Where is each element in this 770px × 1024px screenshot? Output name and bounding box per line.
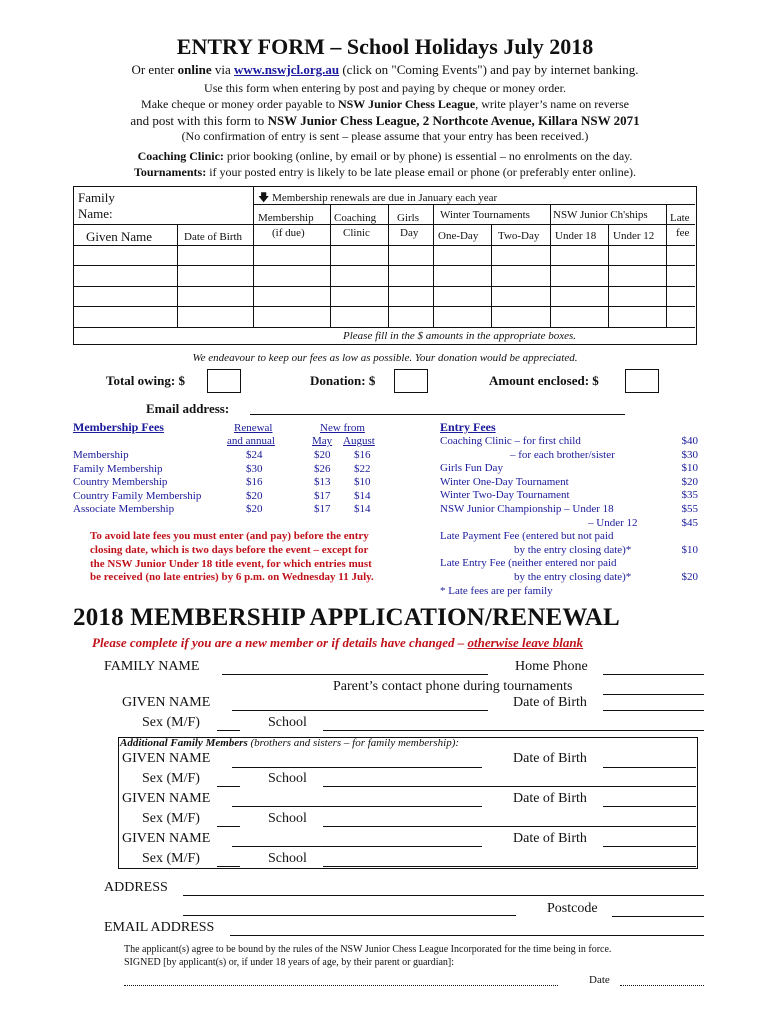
- email-address-label: Email address:: [146, 401, 230, 416]
- school-input[interactable]: [323, 786, 696, 787]
- list-item: Winter Two-Day Tournament $35: [440, 489, 698, 502]
- given-name-header: Given Name: [86, 229, 153, 244]
- late-fee-footnote: * Late fees are per family: [440, 584, 553, 597]
- winter-header: Winter Tournaments: [440, 209, 530, 221]
- school-label: School: [268, 771, 307, 786]
- cheque-line: Make cheque or money order payable to NSW Junior Chess League, write player’s name on reverse: [141, 97, 629, 111]
- school-input[interactable]: [323, 730, 704, 731]
- given-name-label: GIVEN NAME: [122, 831, 211, 846]
- list-item: by the entry closing date)* $10: [514, 543, 698, 556]
- sex-label: Sex (M/F): [142, 811, 200, 826]
- email-address-input[interactable]: [250, 414, 625, 415]
- list-item: – for each brother/sister $30: [510, 448, 698, 461]
- dob-input[interactable]: [603, 710, 704, 711]
- entry-fee-list: [440, 435, 698, 598]
- dob-input[interactable]: [603, 806, 696, 807]
- list-item: Country Family Membership: [73, 489, 202, 502]
- date-input[interactable]: [620, 985, 704, 986]
- dob-header: Date of Birth: [184, 231, 243, 243]
- coaching-header: Coaching: [334, 212, 377, 224]
- parent-phone-label: Parent’s contact phone during tournaments: [333, 679, 573, 694]
- email-input[interactable]: [230, 935, 704, 936]
- given-name-input[interactable]: [232, 710, 488, 711]
- renewals-note: 🡇 Membership renewals are due in January each year: [258, 192, 498, 204]
- entry-fees-title: Entry Fees: [440, 420, 496, 434]
- list-item: – Under 12 $45: [588, 516, 698, 529]
- sex-label: Sex (M/F): [142, 851, 200, 866]
- membership-fees-title: Membership Fees: [73, 420, 164, 434]
- arrow-down-icon: 🡇: [258, 192, 270, 204]
- total-owing-label: Total owing: $: [106, 373, 185, 388]
- sex-input[interactable]: [217, 786, 240, 787]
- confirmation-note: (No confirmation of entry is sent – please assume that your entry has been received.): [181, 129, 589, 143]
- postcode-input[interactable]: [612, 916, 704, 917]
- email-address-label: EMAIL ADDRESS: [104, 920, 215, 935]
- given-name-label: GIVEN NAME: [122, 695, 211, 710]
- page-title: ENTRY FORM – School Holidays July 2018: [176, 34, 594, 59]
- postcode-label: Postcode: [547, 901, 598, 916]
- home-phone-label: Home Phone: [515, 659, 588, 674]
- coaching-note: Coaching Clinic: prior booking (online, by email or by phone) is essential – no enrolments on the day.: [137, 149, 633, 163]
- list-item: Coaching Clinic – for first child $40: [440, 435, 698, 447]
- school-label: School: [268, 715, 307, 730]
- nsw-junior-header: NSW Junior Ch'ships: [553, 209, 648, 221]
- late-fee-warning: To avoid late fees you must enter (and pay) before the entry closing date, which is two days before the event – except for the NSW Junior Under 18 title event, for which entries must be received (no late entries) by 6 p.m. on Wednesday 11 July.: [90, 530, 374, 584]
- endeavour-note: We endeavour to keep our fees as low as possible. Your donation would be appreciated.: [192, 352, 578, 364]
- total-owing-input[interactable]: [207, 369, 241, 393]
- address-input[interactable]: [183, 895, 704, 896]
- donation-input[interactable]: [394, 369, 428, 393]
- family-name-input[interactable]: [222, 674, 488, 675]
- list-item: NSW Junior Championship – Under 18 $55: [440, 502, 698, 515]
- late-header: Late: [670, 212, 690, 224]
- agreement-text: The applicant(s) agree to be bound by the rules of the NSW Junior Chess League Incorporated for the time being in force.: [124, 944, 612, 955]
- donation-label: Donation: $: [310, 373, 376, 388]
- parent-phone-input[interactable]: [603, 694, 704, 695]
- membership-fee-labels: [73, 449, 201, 517]
- date-label: Date: [589, 974, 610, 986]
- school-input[interactable]: [323, 866, 696, 867]
- dob-label: Date of Birth: [513, 831, 587, 846]
- family-name-cell[interactable]: Family Name:: [78, 190, 115, 221]
- fill-note: Please fill in the $ amounts in the appropriate boxes.: [343, 330, 577, 342]
- list-item: Country Membership: [73, 476, 168, 489]
- additional-members-label: Additional Family Members (brothers and sisters – for family membership):: [120, 737, 460, 749]
- signature-input[interactable]: [124, 985, 558, 986]
- given-name-input[interactable]: [232, 846, 482, 847]
- table-row[interactable]: [73, 306, 695, 307]
- membership-app-subtitle: Please complete if you are a new member or if details have changed – otherwise leave blank: [92, 635, 584, 650]
- girls-header: Girls: [397, 212, 419, 224]
- sex-input[interactable]: [217, 730, 240, 731]
- dob-input[interactable]: [603, 846, 696, 847]
- given-name-label: GIVEN NAME: [122, 751, 211, 766]
- school-label: School: [268, 851, 307, 866]
- online-entry-line: Or enter online via www.nswjcl.org.au (click on "Coming Events") and pay by internet banking.: [131, 62, 639, 77]
- one-day-header: One-Day: [438, 230, 479, 242]
- list-item: Late Payment Fee (entered but not paid: [440, 530, 614, 543]
- amount-enclosed-label: Amount enclosed: $: [489, 373, 599, 388]
- school-input[interactable]: [323, 826, 696, 827]
- given-name-input[interactable]: [232, 806, 482, 807]
- list-item: by the entry closing date)* $20: [514, 570, 698, 583]
- amount-enclosed-input[interactable]: [625, 369, 659, 393]
- postal-address-line: and post with this form to NSW Junior Chess League, 2 Northcote Avenue, Killara NSW 2071: [130, 113, 640, 128]
- list-item: Associate Membership: [73, 503, 175, 516]
- list-item: Family Membership: [73, 462, 163, 475]
- sex-label: Sex (M/F): [142, 715, 200, 730]
- dob-label: Date of Birth: [513, 791, 587, 806]
- signed-text: SIGNED [by applicant(s) or, if under 18 years of age, by their parent or guardian]:: [124, 957, 455, 968]
- dob-label: Date of Birth: [513, 751, 587, 766]
- under12-header: Under 12: [613, 230, 655, 242]
- school-label: School: [268, 811, 307, 826]
- list-item: Girls Fun Day $10: [440, 462, 698, 475]
- table-row[interactable]: [73, 265, 695, 266]
- table-row[interactable]: [73, 327, 695, 328]
- under18-header: Under 18: [555, 230, 597, 242]
- instruction-line: Use this form when entering by post and paying by cheque or money order.: [204, 81, 566, 95]
- address-label: ADDRESS: [104, 880, 168, 895]
- list-item: Late Entry Fee (neither entered nor paid: [440, 557, 617, 570]
- sex-input[interactable]: [217, 866, 240, 867]
- website-link[interactable]: www.nswjcl.org.au: [234, 62, 340, 77]
- sex-input[interactable]: [217, 826, 240, 827]
- home-phone-input[interactable]: [603, 674, 704, 675]
- membership-header: Membership: [258, 212, 314, 224]
- family-name-label: FAMILY NAME: [104, 659, 200, 674]
- two-day-header: Two-Day: [498, 230, 540, 242]
- membership-app-title: 2018 MEMBERSHIP APPLICATION/RENEWAL: [73, 604, 620, 631]
- list-item: Winter One-Day Tournament $20: [440, 475, 698, 488]
- sex-label: Sex (M/F): [142, 771, 200, 786]
- address-input-line2[interactable]: [183, 915, 516, 916]
- table-row[interactable]: [73, 286, 695, 287]
- tournaments-note: Tournaments: if your posted entry is likely to be late please email or phone (or preferably enter online).: [133, 165, 637, 179]
- dob-input[interactable]: [603, 767, 696, 768]
- dob-label: Date of Birth: [513, 695, 587, 710]
- list-item: Membership: [73, 449, 129, 461]
- given-name-label: GIVEN NAME: [122, 791, 211, 806]
- given-name-input[interactable]: [232, 767, 482, 768]
